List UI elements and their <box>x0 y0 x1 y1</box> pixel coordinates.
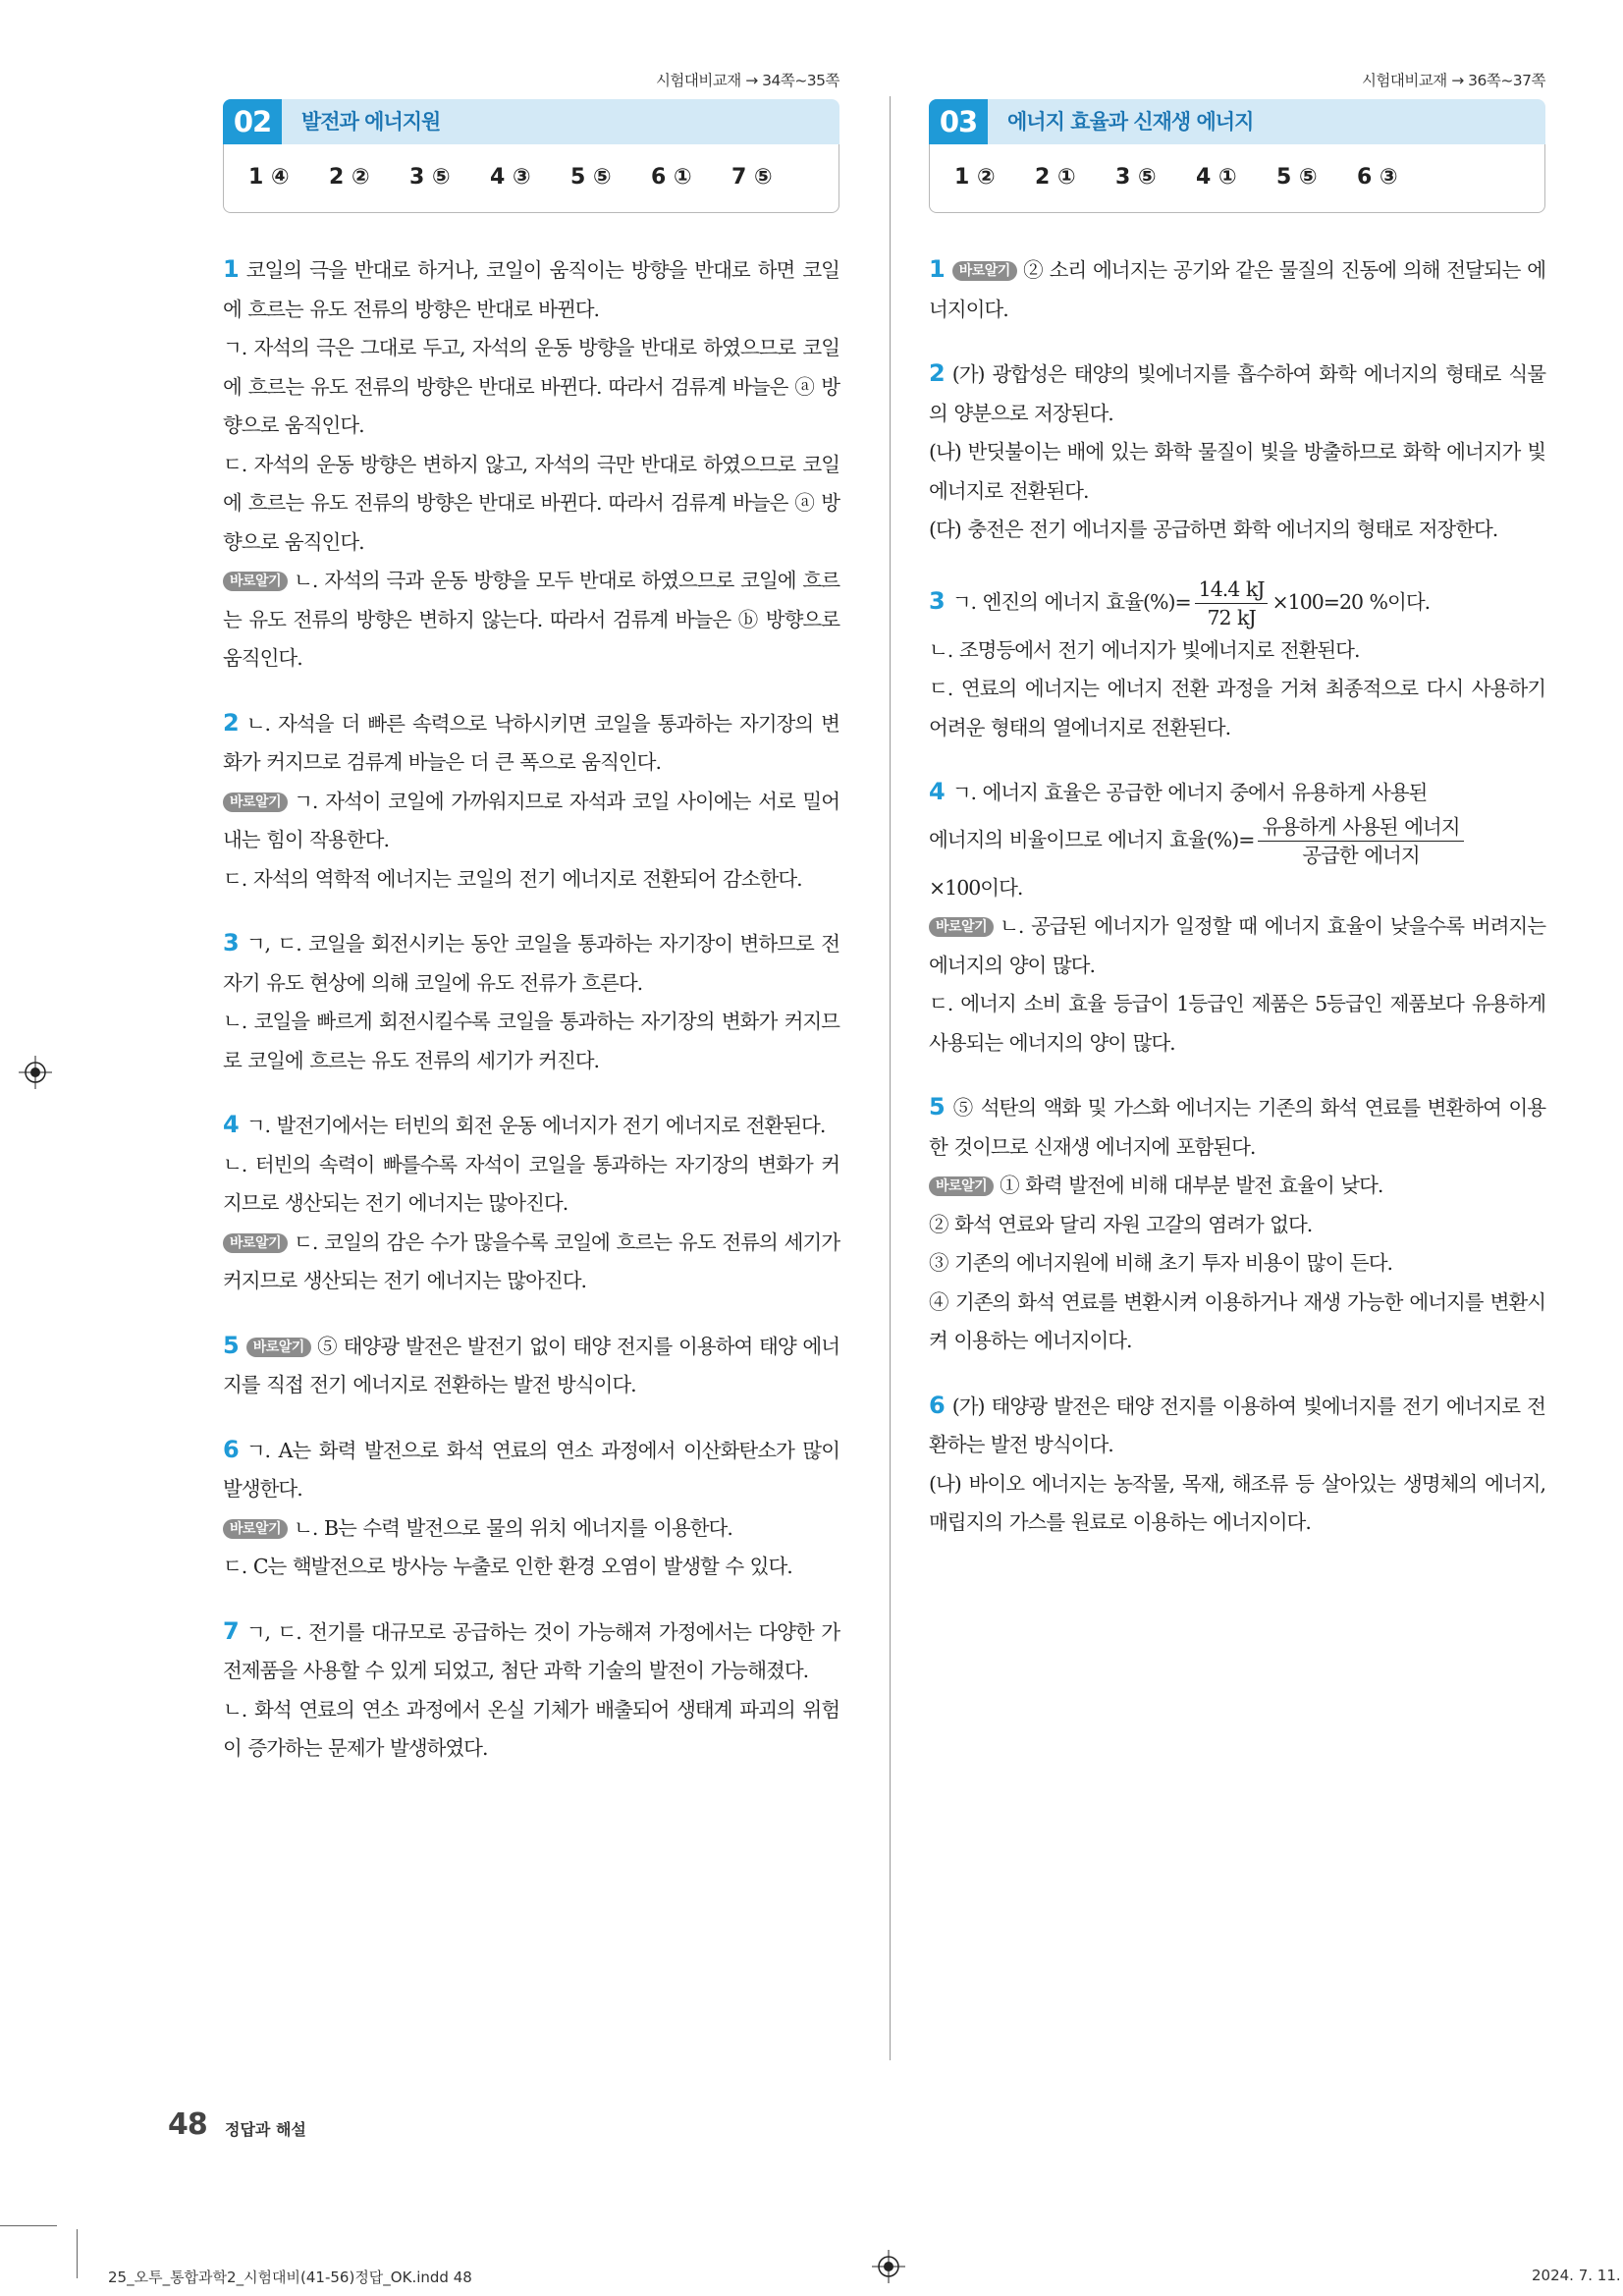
answer-key-box <box>223 144 839 213</box>
fraction-numerator: 유용하게 사용된 에너지 <box>1258 813 1463 842</box>
section-header <box>223 99 839 144</box>
correction-badge: 바로알기 <box>952 261 1017 281</box>
fraction-numerator: 14.4 kJ <box>1195 575 1269 604</box>
explanation-text: ㄱ. 발전기에서는 터빈의 회전 운동 에너지가 전기 에너지로 전환된다. <box>245 1114 826 1137</box>
explanation-3 <box>929 575 1545 748</box>
question-number: 6 <box>929 1391 945 1419</box>
crop-line <box>77 2229 78 2278</box>
question-number: 2 <box>929 359 945 387</box>
question-number: 1 <box>929 255 945 283</box>
answer-item: 2 ① <box>1035 165 1076 190</box>
explanation-text: ㄴ. 코일을 빠르게 회전시킬수록 코일을 통과하는 자기장의 변화가 커지므로 코일에 흐르는 유도 전류의 세기가 커진다. <box>223 1010 839 1072</box>
explanation-4 <box>929 773 1545 1063</box>
answer-item: 1 ② <box>954 165 996 190</box>
correction-badge: 바로알기 <box>223 572 288 591</box>
question-number: 1 <box>223 255 239 283</box>
correction-badge: 바로알기 <box>223 1519 288 1539</box>
explanation-3 <box>223 924 839 1080</box>
explanation-text: ㄴ. 공급된 에너지가 일정할 때 에너지 효율이 낮을수록 버려지는 에너지의 양이 많다. <box>929 914 1545 977</box>
explanation-text: ㄱ, ㄷ. 전기를 대규모로 공급하는 것이 가능해져 가정에서는 다양한 가전제품을 사용할 수 있게 되었고, 첨단 과학 기술의 발전이 가능해졌다. <box>223 1619 839 1682</box>
explanations <box>929 250 1545 1568</box>
answer-item: 7 ⑤ <box>731 165 773 190</box>
question-number: 2 <box>223 708 239 737</box>
question-number: 4 <box>929 778 945 805</box>
explanation-text: ㄴ. 자석의 극과 운동 방향을 모두 반대로 하였으므로 코일에 흐르는 유도 전류의 방향은 변하지 않는다. 따라서 검류계 바늘은 ⓑ 방향으로 움직인다. <box>223 569 839 670</box>
explanation-7 <box>223 1613 839 1769</box>
explanation-text: (가) 광합성은 태양의 빛에너지를 흡수하여 화학 에너지의 형태로 식물의 양분으로 저장된다. <box>929 362 1545 425</box>
answer-item: 5 ⑤ <box>1276 165 1318 190</box>
explanation-text: ㄱ, ㄷ. 코일을 회전시키는 동안 코일을 통과하는 자기장이 변하므로 전자기 유도 현상에 의해 코일에 유도 전류가 흐른다. <box>223 932 839 995</box>
explanation-text: (가) 태양광 발전은 태양 전지를 이용하여 빛에너지를 전기 에너지로 전환하는 발전 방식이다. <box>929 1394 1545 1456</box>
explanation-text: ① 화력 발전에 비해 대부분 발전 효율이 낮다. <box>1000 1174 1383 1197</box>
explanation-text: 코일의 극을 반대로 하거나, 코일이 움직이는 방향을 반대로 하면 코일에 흐르는 유도 전류의 방향은 반대로 바뀐다. <box>223 258 839 321</box>
explanation-1 <box>223 250 839 679</box>
answer-item: 1 ④ <box>248 165 290 190</box>
question-number: 5 <box>929 1093 945 1121</box>
explanation-text: ③ 기존의 에너지원에 비해 초기 투자 비용이 많이 든다. <box>929 1251 1393 1275</box>
question-number: 3 <box>929 586 945 615</box>
explanation-2 <box>223 704 839 900</box>
registration-mark-icon <box>872 2250 905 2283</box>
page-number: 48 <box>168 2107 207 2142</box>
question-number: 5 <box>223 1331 239 1359</box>
explanation-5 <box>929 1088 1545 1361</box>
textbook-reference: 시험대비교재 → 36쪽~37쪽 <box>1361 72 1545 89</box>
question-number: 3 <box>223 929 239 957</box>
explanation-6 <box>929 1387 1545 1543</box>
answer-item: 6 ③ <box>1357 165 1398 190</box>
column-divider <box>890 96 891 2060</box>
answer-item: 4 ① <box>1196 165 1237 190</box>
question-number: 7 <box>223 1616 239 1645</box>
explanation-text: ㄱ. 에너지 효율은 공급한 에너지 중에서 유용하게 사용된 <box>951 781 1428 804</box>
explanation-text: ㄱ. 자석의 극은 그대로 두고, 자석의 운동 방향을 반대로 하였으므로 코일에 흐르는 유도 전류의 방향은 반대로 바뀐다. 따라서 검류계 바늘은 ⓐ 방향으로 움직인다. <box>223 336 839 437</box>
correction-badge: 바로알기 <box>929 917 994 937</box>
explanation-text: (다) 충전은 전기 에너지를 공급하면 화학 에너지의 형태로 저장한다. <box>929 518 1498 541</box>
explanation-text: ㄴ. 화석 연료의 연소 과정에서 온실 기체가 배출되어 생태계 파괴의 위험이 증가하는 문제가 발생하였다. <box>223 1697 839 1760</box>
print-date: 2024. 7. 11. <box>1532 2267 1621 2284</box>
explanations <box>223 250 839 1794</box>
explanation-text: ㄴ. B는 수력 발전으로 물의 위치 에너지를 이용한다. <box>294 1515 732 1540</box>
explanation-text: ㄴ. 자석을 더 빠른 속력으로 낙하시키면 코일을 통과하는 자기장의 변화가 커지므로 검류계 바늘은 더 큰 폭으로 움직인다. <box>223 711 839 774</box>
correction-badge: 바로알기 <box>929 1176 994 1196</box>
correction-badge: 바로알기 <box>223 1233 288 1253</box>
answer-item: 3 ⑤ <box>1115 165 1157 190</box>
correction-badge: 바로알기 <box>246 1338 311 1357</box>
explanation-text: 에너지의 비율이므로 에너지 효율(%)= <box>929 827 1255 851</box>
crop-line <box>0 2225 57 2226</box>
question-number: 4 <box>223 1111 239 1138</box>
section-number: 03 <box>929 99 988 144</box>
registration-mark-icon <box>19 1056 52 1089</box>
correction-badge: 바로알기 <box>223 793 288 812</box>
answer-item: 4 ③ <box>490 165 531 190</box>
explanation-5 <box>223 1327 839 1405</box>
explanation-text: ㄱ. 엔진의 에너지 효율(%)= <box>951 589 1191 614</box>
answer-item: 3 ⑤ <box>409 165 451 190</box>
answer-item: 5 ⑤ <box>570 165 612 190</box>
efficiency-fraction <box>1195 575 1269 631</box>
section-number: 02 <box>223 99 282 144</box>
explanation-text: ㄷ. 연료의 에너지는 에너지 전환 과정을 거쳐 최종적으로 다시 사용하기 어려운 형태의 열에너지로 전환된다. <box>929 677 1545 739</box>
explanation-text: (나) 반딧불이는 배에 있는 화학 물질이 빛을 방출하므로 화학 에너지가 빛에너지로 전환된다. <box>929 440 1545 503</box>
fraction-denominator: 공급한 에너지 <box>1302 843 1420 867</box>
explanation-text: ② 화석 연료와 달리 자원 고갈의 염려가 없다. <box>929 1212 1313 1236</box>
explanation-text: ⑤ 태양광 발전은 발전기 없이 태양 전지를 이용하여 태양 에너지를 직접 전기 에너지로 전환하는 발전 방식이다. <box>223 1334 839 1396</box>
explanation-text: ② 소리 에너지는 공기와 같은 물질의 진동에 의해 전달되는 에너지이다. <box>929 258 1545 321</box>
question-number: 6 <box>223 1435 239 1463</box>
explanation-text: ㄴ. 조명등에서 전기 에너지가 빛에너지로 전환된다. <box>929 637 1360 662</box>
explanation-text: ×100=20 %이다. <box>1271 589 1431 614</box>
print-file-name: 25_오투_통합과학2_시험대비(41-56)정답_OK.indd 48 <box>108 2269 472 2286</box>
explanation-text: ㄱ. A는 화력 발전으로 화석 연료의 연소 과정에서 이산화탄소가 많이 발생한다. <box>223 1438 839 1501</box>
page-footer-label: 정답과 해설 <box>225 2120 306 2139</box>
answer-item: 2 ② <box>329 165 370 190</box>
fraction-denominator: 72 kJ <box>1207 605 1256 629</box>
explanation-text: ㄷ. 자석의 역학적 에너지는 코일의 전기 에너지로 전환되어 감소한다. <box>223 866 802 891</box>
explanation-text: ×100이다. <box>929 875 1023 900</box>
section-title: 발전과 에너지원 <box>301 110 441 134</box>
explanation-text: ㄷ. 코일의 감은 수가 많을수록 코일에 흐르는 유도 전류의 세기가 커지므로 생산되는 전기 에너지는 많아진다. <box>223 1230 839 1292</box>
efficiency-fraction <box>1258 813 1463 869</box>
explanation-text: ⑤ 석탄의 액화 및 가스화 에너지는 기존의 화석 연료를 변환하여 이용한 것이므로 신재생 에너지에 포함된다. <box>929 1096 1545 1159</box>
section-title: 에너지 효율과 신재생 에너지 <box>1007 110 1254 134</box>
explanation-1 <box>929 250 1545 329</box>
explanation-text: ㄱ. 자석이 코일에 가까워지므로 자석과 코일 사이에는 서로 밀어내는 힘이 작용한다. <box>223 789 839 851</box>
section-header <box>929 99 1545 144</box>
answer-item: 6 ① <box>651 165 692 190</box>
explanation-2 <box>929 355 1545 550</box>
explanation-text: ㄷ. 자석의 운동 방향은 변하지 않고, 자석의 극만 반대로 하였으므로 코일에 흐르는 유도 전류의 방향은 반대로 바뀐다. 따라서 검류계 바늘은 ⓐ 방향으로 움직인다. <box>223 452 839 554</box>
answer-key-box <box>929 144 1545 213</box>
explanation-text: ㄷ. C는 핵발전으로 방사능 누출로 인한 환경 오염이 발생할 수 있다. <box>223 1555 792 1578</box>
textbook-reference: 시험대비교재 → 34쪽~35쪽 <box>655 72 839 89</box>
explanation-text: ㄴ. 터빈의 속력이 빠를수록 자석이 코일을 통과하는 자기장의 변화가 커지므로 생산되는 전기 에너지는 많아진다. <box>223 1152 839 1215</box>
explanation-text: ㄷ. 에너지 소비 효율 등급이 1등급인 제품은 5등급인 제품보다 유용하게 사용되는 에너지의 양이 많다. <box>929 992 1545 1055</box>
explanation-4 <box>223 1106 839 1301</box>
explanation-6 <box>223 1431 839 1587</box>
explanation-text: ④ 기존의 화석 연료를 변환시켜 이용하거나 재생 가능한 에너지를 변환시켜 이용하는 에너지이다. <box>929 1289 1545 1352</box>
explanation-text: (나) 바이오 에너지는 농작물, 목재, 해조류 등 살아있는 생명체의 에너지, 매립지의 가스를 원료로 이용하는 에너지이다. <box>929 1471 1545 1534</box>
